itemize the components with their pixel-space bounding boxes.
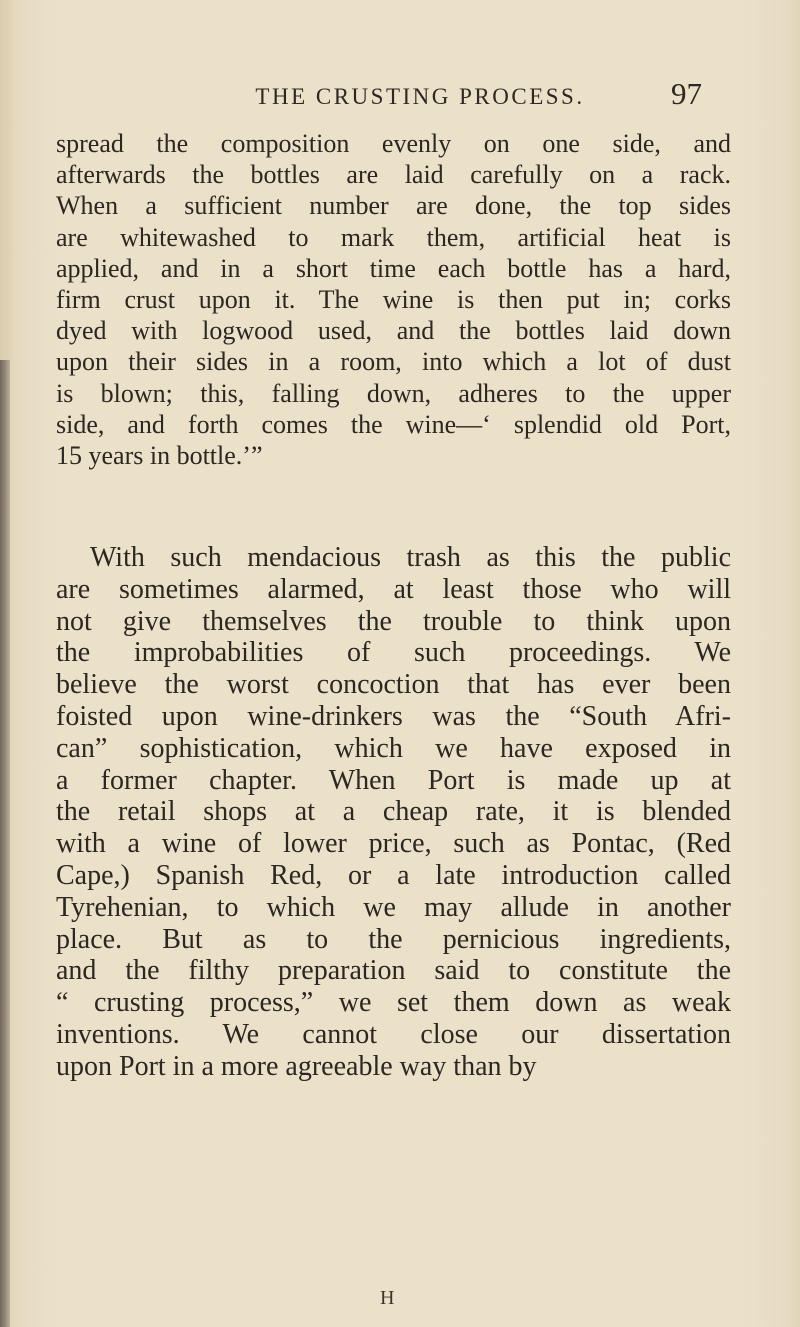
- text-line: believe the worst concoction that has ever been: [56, 669, 731, 701]
- signature-mark: H: [380, 1287, 395, 1309]
- text-line: afterwards the bottles are laid carefully on a rack.: [56, 160, 731, 190]
- text-line: foisted upon wine-drinkers was the “South Afri-: [56, 700, 731, 732]
- text-line: place. But as to the pernicious ingredients,: [56, 923, 731, 955]
- text-line: firm crust upon it. The wine is then put in; corks: [56, 285, 731, 315]
- text-line: are sometimes alarmed, at least those who will: [56, 573, 731, 605]
- page-number: 97: [671, 76, 702, 111]
- text-line: With such mendacious trash as this the public: [90, 542, 731, 573]
- text-line: can” sophistication, which we have exposed in: [56, 732, 731, 764]
- text-line: not give themselves the trouble to think upon: [56, 605, 731, 637]
- text-line: “ crusting process,” we set them down as weak: [56, 987, 731, 1019]
- text-line: upon their sides in a room, into which a lot of dust: [56, 347, 731, 377]
- text-line: is blown; this, falling down, adheres to the upper: [56, 378, 731, 408]
- text-line: with a wine of lower price, such as Pontac, (Red: [56, 828, 731, 860]
- text-line: are whitewashed to mark them, artificial heat is: [56, 222, 731, 252]
- binding-edge: [0, 360, 10, 1327]
- text-line: applied, and in a short time each bottle has a hard,: [56, 253, 731, 283]
- text-line: the retail shops at a cheap rate, it is blended: [56, 796, 731, 828]
- text-line: When a sufficient number are done, the top sides: [56, 191, 731, 221]
- text-line: dyed with logwood used, and the bottles laid down: [56, 316, 731, 346]
- text-line: Cape,) Spanish Red, or a late introduction called: [56, 859, 731, 891]
- text-line: spread the composition evenly on one side, and: [56, 129, 731, 158]
- text-line: and the filthy preparation said to constitute the: [56, 955, 731, 987]
- text-line: upon Port in a more agreeable way than by: [56, 1050, 537, 1082]
- text-line: inventions. We cannot close our dissertation: [56, 1018, 731, 1050]
- paragraph-2: [56, 542, 731, 1083]
- text-line: Tyrehenian, to which we may allude in another: [56, 891, 731, 923]
- text-line: a former chapter. When Port is made up at: [56, 764, 731, 796]
- text-line: the improbabilities of such proceedings. We: [56, 637, 731, 669]
- text-line: 15 years in bottle.’”: [56, 441, 263, 471]
- paragraph-1: [56, 128, 731, 471]
- text-line: side, and forth comes the wine—‘ splendid old Port,: [56, 409, 731, 439]
- running-head: THE CRUSTING PROCESS.: [255, 84, 585, 109]
